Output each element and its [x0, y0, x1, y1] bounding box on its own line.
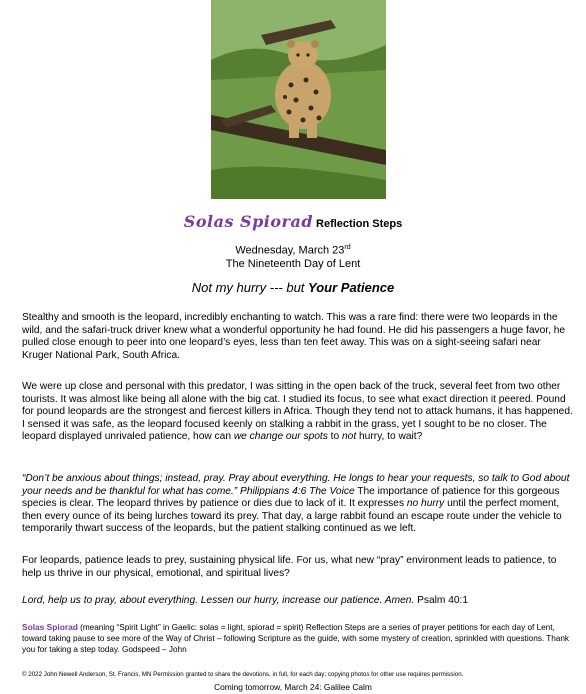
theme-emphasis: Your Patience — [308, 280, 395, 295]
copyright-notice: © 2022 John Newell Anderson, St. Francis, MN Permission granted to share the devotions, in full, for each day; copying photos for other use requires permission. — [22, 671, 464, 678]
coming-tomorrow: Coming tomorrow, March 24: Galilee Calm — [214, 682, 372, 692]
p2-text-c: hurry, to wait? — [356, 431, 423, 443]
date-block — [0, 241, 586, 271]
lent-day: The Nineteenth Day of Lent — [225, 257, 361, 270]
p2-text-a: We were up close and personal with this predator, I was sitting in the open back of the truck, several feet from two other tourists. It was almost like being all alone with the big cat. I studied its focus, to see what exact direction it peered. Pound for pound leopards are the strongest and fiercest killers in Africa. Though they tend not to attack humans, it has happened. I sensed it was safe, as the leopard focused keenly on stalking a rabbit in the grass, yet I sought to be no closer. The leopard displayed unrivaled patience, how can — [22, 381, 573, 443]
paragraph-4: For leopards, patience leads to prey, sustaining physical life. For us, what new “pray” environment leads to patience, to help us thrive in our physical, emotional, and spiritual lives? — [22, 555, 557, 579]
leopard-illustration — [211, 0, 386, 199]
theme-lead: Not my hurry --- but — [191, 280, 309, 295]
p2-text-b: to — [327, 431, 343, 443]
paragraph-3 — [22, 473, 574, 536]
about-text: (meaning “Spirit Light” in Gaelic: solas = light, spiorad = spirit) Reflection Steps are a series of prayer petitions for each day of Lent, toward taking pause to see more of the Way of Christ – following Scripture as the guide, with some mystery of creation, sprinkled with questions. Thank you for taking a step today. Godspeed – John — [22, 623, 570, 654]
brand-name: Solas Spiorad — [183, 212, 314, 231]
about-brand: Solas Spiorad — [22, 622, 78, 632]
p2-italic-2: not — [342, 431, 357, 443]
p3-italic: no hurry — [406, 498, 445, 510]
p3-text-a: The importance of patience for this gorgeous species is clear. The leopard thrives by patience or dies due to lack of it. It expresses — [22, 485, 560, 510]
prayer-paragraph — [22, 595, 574, 608]
theme-line — [0, 280, 586, 295]
date-suffix: rd — [344, 244, 351, 251]
psalm-reference: Psalm 40:1 — [414, 595, 469, 606]
header-title — [0, 212, 586, 232]
leopard-photo — [211, 0, 386, 199]
prayer-text: Lord, help us to pray, about everything. Lessen our hurry, increase our patience. Amen. — [22, 595, 415, 606]
p3-text-b: until the perfect moment, then every ounce of its being lurches toward its prey. That day, a large rabbit found an escape route under the vehicle to temporarily thwart success of the leopards, but the patient stalking continued as we left. — [22, 498, 562, 535]
about-paragraph — [22, 622, 574, 655]
p2-italic-1: we change our spots — [233, 431, 328, 443]
date-text: Wednesday, March 23 — [235, 244, 345, 257]
paragraph-2 — [22, 381, 574, 444]
title-subtitle: Reflection Steps — [316, 218, 403, 230]
paragraph-1: Stealthy and smooth is the leopard, incredibly enchanting to watch. This was a rare find: there were two leopards in the wild, and the safari-truck driver knew what a wonderful opportunity he had found. He did his passengers a huge favor, he pulled close enough to peer into one leopard’s eyes, less than ten feet away. This was on a sight-seeing safari near Kruger National Park, South Africa. — [22, 312, 566, 361]
scripture-quote: “Don’t be anxious about things; instead, pray. Pray about everything. He longs to hear your requests, so talk to God about your needs and be thankful for what has come.” Philippians 4:6 The Voice — [22, 473, 570, 497]
